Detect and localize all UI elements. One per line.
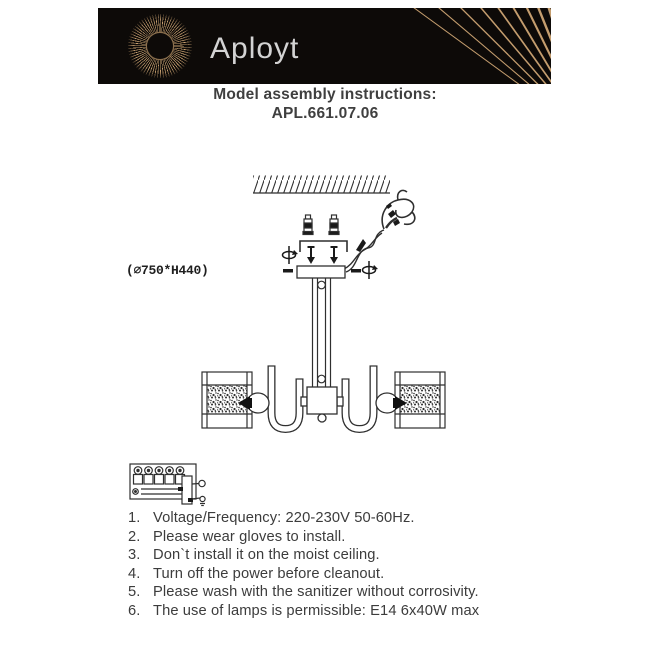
- item-number: 1.: [128, 510, 141, 526]
- item-number: 6.: [128, 602, 141, 619]
- item-number: 2.: [128, 528, 141, 545]
- item-text: Please wash with the sanitizer without corrosivity.: [153, 584, 479, 601]
- instruction-item: [128, 546, 568, 565]
- page-title: Model assembly instructions:: [213, 86, 437, 103]
- instruction-item: [128, 509, 568, 528]
- shade-right: [395, 372, 445, 428]
- instruction-item: [128, 602, 568, 621]
- mounting-screws: [307, 247, 338, 264]
- item-number: 3.: [128, 547, 141, 564]
- terminal-block: [130, 464, 205, 506]
- item-text: Don`t install it on the moist ceiling.: [153, 547, 380, 564]
- item-text: Voltage/Frequency: 220-230V 50-60Hz.: [153, 510, 415, 526]
- model-code: APL.661.07.06: [271, 104, 379, 122]
- chandelier-body: [301, 387, 343, 422]
- item-number: 4.: [128, 565, 141, 582]
- item-text: The use of lamps is permissible: E14 6x40W max: [153, 602, 480, 619]
- item-number: 5.: [128, 584, 141, 601]
- item-text: Turn off the power before cleanout.: [153, 565, 385, 582]
- canopy: [297, 266, 345, 278]
- power-wire: [344, 190, 415, 272]
- item-text: Please wear gloves to install.: [153, 528, 346, 545]
- downrod: [313, 278, 331, 387]
- instruction-item: [128, 583, 568, 602]
- instruction-item: [128, 528, 568, 547]
- dimension-label: (∅750*H440): [126, 263, 209, 278]
- wall-anchors: [303, 215, 339, 235]
- arm-right: [342, 366, 378, 429]
- mounting-bracket: [300, 241, 347, 252]
- brand-wordmark: Aployt: [210, 32, 300, 65]
- ceiling-hatch: [253, 176, 390, 194]
- instructions-list: [128, 509, 568, 621]
- instruction-item: [128, 565, 568, 584]
- arm-left: [268, 366, 304, 429]
